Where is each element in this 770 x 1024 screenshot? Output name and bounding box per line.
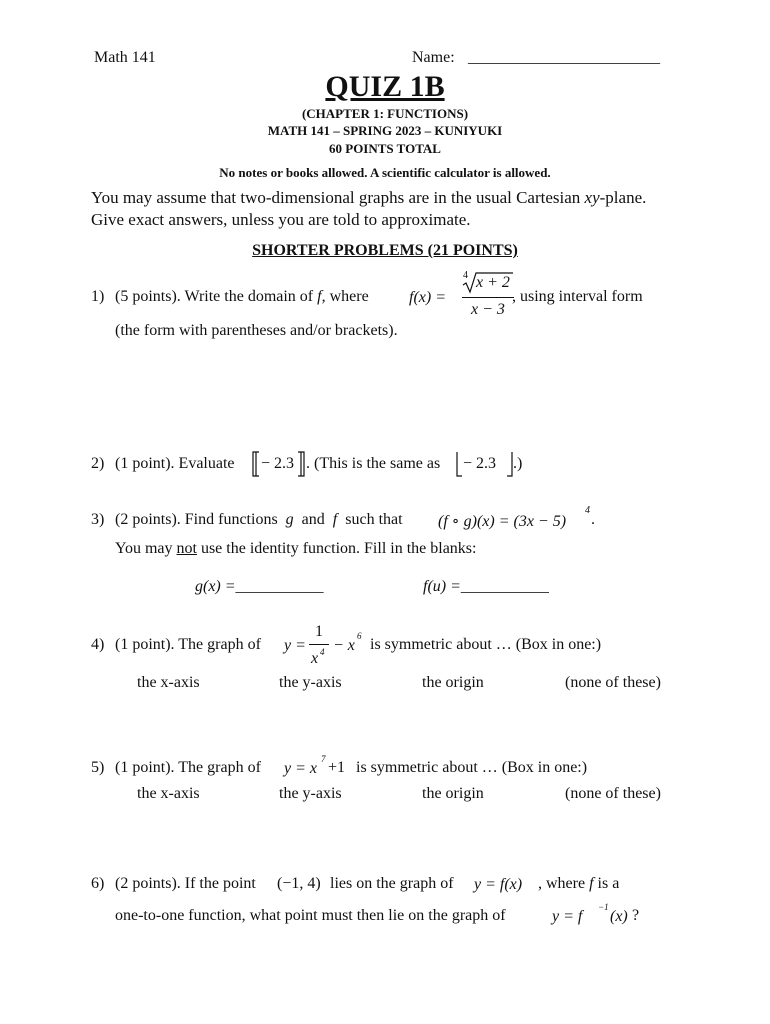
chapter-line: (CHAPTER 1: FUNCTIONS) — [301, 106, 469, 121]
p4-den-exponent: 4 — [320, 647, 325, 657]
p1-after: , using interval form — [512, 288, 643, 305]
p1-fraction-bar — [462, 297, 514, 298]
rules-line: No notes or books allowed. A scientific calculator is allowed. — [219, 165, 551, 180]
p3-exponent: 4 — [585, 505, 590, 516]
p4-minus-term: − x — [333, 637, 355, 654]
p4-minus-exponent: 6 — [357, 631, 362, 641]
p2-lead: (1 point). Evaluate — [115, 455, 235, 472]
p3-number: 3) — [91, 511, 105, 528]
p1-text: (5 points). Write the domain of f, where — [115, 288, 369, 305]
p4-number: 4) — [91, 636, 105, 653]
p3-period: . — [591, 511, 595, 528]
p2-mid: . (This is the same as — [306, 455, 441, 472]
p5-lead: (1 point). The graph of — [115, 759, 261, 776]
p4-frac-den: x — [311, 650, 319, 667]
p5-exponent: 7 — [321, 754, 326, 764]
p5-option-origin[interactable]: the origin — [422, 785, 484, 802]
points-total: 60 POINTS TOTAL — [329, 141, 441, 156]
p5-option-y-axis[interactable]: the y-axis — [279, 785, 342, 802]
intro-line-1: You may assume that two-dimensional graphs are in the usual Cartesian xy-plane. — [91, 188, 647, 207]
p1-root-index: 4 — [463, 270, 468, 281]
g-blank-field[interactable]: g(x) =___________ — [195, 578, 324, 595]
section-title: SHORTER PROBLEMS (21 POINTS) — [252, 242, 518, 259]
intro-line-2: Give exact answers, unless you are told to approximate. — [91, 210, 471, 229]
left-double-bracket-icon — [251, 451, 261, 477]
p6-inverse-exponent: −1 — [598, 902, 609, 912]
p2-expr: − 2.3 — [261, 455, 295, 472]
p1-func-lhs: f(x) = — [409, 289, 446, 306]
p2-number: 2) — [91, 455, 105, 472]
p5-expr: y = x — [284, 760, 317, 777]
p5-number: 5) — [91, 759, 105, 776]
course-line: MATH 141 – SPRING 2023 – KUNIYUKI — [267, 123, 503, 138]
p4-y-eq: y = — [284, 637, 306, 654]
p3-line2: You may not use the identity function. Fill in the blanks: — [115, 540, 477, 557]
f-blank-field[interactable]: f(u) =___________ — [423, 578, 549, 595]
p5-after: is symmetric about … (Box in one:) — [356, 759, 588, 776]
name-label: Name: — [412, 49, 455, 66]
p4-option-none[interactable]: (none of these) — [565, 674, 661, 691]
name-blank[interactable]: ________________________ — [468, 49, 660, 66]
p5-plus: +1 — [328, 759, 346, 776]
p6-fx: y = f(x) — [474, 876, 523, 893]
p5-option-none[interactable]: (none of these) — [565, 785, 661, 802]
p1-denominator: x − 3 — [471, 301, 505, 318]
right-double-bracket-icon — [296, 451, 306, 477]
p5-option-x-axis[interactable]: the x-axis — [137, 785, 200, 802]
p4-option-x-axis[interactable]: the x-axis — [137, 674, 200, 691]
p6-tail: , where f is a — [538, 875, 620, 892]
p6-inverse-arg: (x) — [610, 908, 628, 925]
p4-option-origin[interactable]: the origin — [422, 674, 484, 691]
p4-option-y-axis[interactable]: the y-axis — [279, 674, 342, 691]
p6-inverse: y = f — [552, 908, 583, 925]
p6-line2: one-to-one function, what point must then lie on the graph of — [115, 907, 506, 924]
left-floor-icon — [455, 451, 463, 477]
p6-lead: (2 points). If the point — [115, 875, 256, 892]
p3-composition: (f ∘ g)(x) = (3x − 5) — [438, 513, 567, 530]
p1-line2: (the form with parentheses and/or brackets). — [115, 322, 398, 339]
p6-number: 6) — [91, 875, 105, 892]
p2-expr2: − 2.3 — [463, 455, 497, 472]
p1-numerator: x + 2 — [476, 274, 510, 291]
p3-text: (2 points). Find functions g and f such that — [115, 511, 403, 528]
quiz-title: QUIZ 1B — [325, 70, 445, 103]
p4-fraction-bar — [309, 644, 329, 645]
p6-mid: lies on the graph of — [330, 875, 454, 892]
p4-frac-num: 1 — [315, 623, 323, 640]
p4-lead: (1 point). The graph of — [115, 636, 261, 653]
p4-after: is symmetric about … (Box in one:) — [370, 636, 602, 653]
p6-point: (−1, 4) — [277, 875, 321, 892]
course-label: Math 141 — [94, 49, 156, 66]
p2-end: .) — [513, 455, 523, 472]
p6-qmark: ? — [632, 907, 640, 924]
p1-number: 1) — [91, 288, 105, 305]
